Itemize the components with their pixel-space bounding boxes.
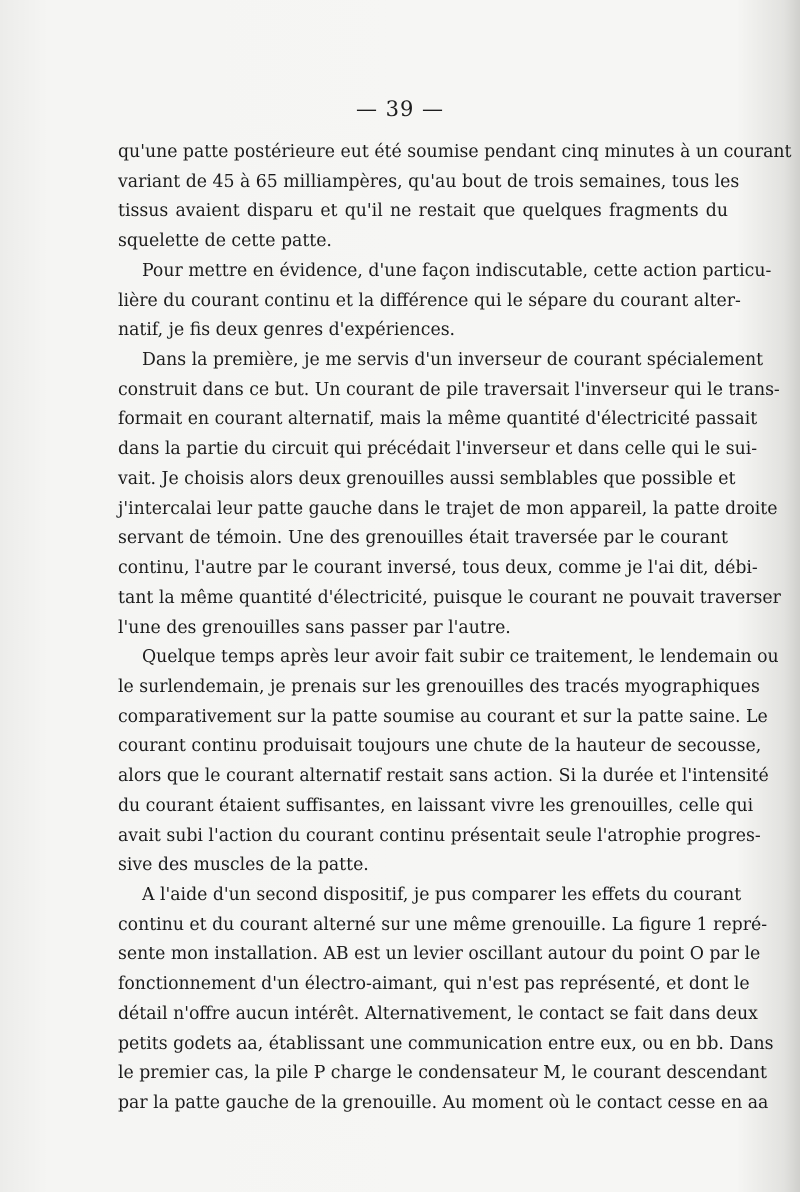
text-line: j'intercalai leur patte gauche dans le trajet de mon appareil, la patte droite (118, 498, 778, 519)
text-line: vait. Je choisis alors deux grenouilles aussi semblables que possible et (118, 468, 736, 489)
text-line: construit dans ce but. Un courant de pile traversait l'inverseur qui le trans- (118, 379, 780, 400)
text-line: formait en courant alternatif, mais la même quantité d'électricité passait (118, 409, 758, 430)
text-line: continu et du courant alterné sur une même grenouille. La figure 1 repré- (118, 914, 768, 935)
text-line: détail n'offre aucun intérêt. Alternativement, le contact se fait dans deux (118, 1003, 758, 1024)
text-line: A l'aide d'un second dispositif, je pus comparer les effets du courant (142, 884, 742, 905)
text-line: natif, je fis deux genres d'expériences. (118, 320, 456, 341)
text-line: comparativement sur la patte soumise au courant et sur la patte saine. Le (118, 706, 768, 727)
text-line: alors que le courant alternatif restait sans action. Si la durée et l'intensité (118, 766, 769, 787)
text-line: fonctionnement d'un électro-aimant, qui n'est pas représenté, et dont le (118, 974, 750, 995)
text-line: Pour mettre en évidence, d'une façon indiscutable, cette action particu- (142, 260, 772, 281)
text-line: lière du courant continu et la différence qui le sépare du courant alter- (118, 290, 741, 311)
text-line: courant continu produisait toujours une chute de la hauteur de secousse, (118, 736, 762, 757)
text-line: le premier cas, la pile P charge le condensateur M, le courant descendant (118, 1063, 767, 1084)
text-line: l'une des grenouilles sans passer par l'autre. (118, 617, 511, 638)
page-number: — 39 — (355, 97, 445, 121)
text-line: petits godets aa, établissant une communication entre eux, ou en bb. Dans (118, 1033, 774, 1054)
text-line: squelette de cette patte. (118, 231, 332, 252)
text-line: sente mon installation. AB est un levier oscillant autour du point O par le (118, 944, 761, 965)
text-line: tissus avaient disparu et qu'il ne restait que quelques fragments du (118, 201, 728, 222)
text-line: dans la partie du circuit qui précédait l'inverseur et dans celle qui le sui- (118, 439, 758, 460)
text-line: servant de témoin. Une des grenouilles était traversée par le courant (118, 528, 728, 549)
text-line: le surlendemain, je prenais sur les grenouilles des tracés myographiques (118, 676, 760, 697)
text-line: par la patte gauche de la grenouille. Au moment où le contact cesse en aa (118, 1093, 769, 1113)
text-line: tant la même quantité d'électricité, puisque le courant ne pouvait traverser (118, 587, 781, 608)
text-line: sive des muscles de la patte. (118, 855, 369, 876)
body-text (118, 138, 792, 1119)
text-line: Dans la première, je me servis d'un inverseur de courant spécialement (142, 350, 764, 371)
text-line: du courant étaient suffisantes, en laissant vivre les grenouilles, celle qui (118, 795, 754, 816)
text-line: qu'une patte postérieure eut été soumise pendant cinq minutes à un courant (118, 142, 792, 162)
text-line: continu, l'autre par le courant inversé, tous deux, comme je l'ai dit, débi- (118, 558, 758, 579)
text-line: Quelque temps après leur avoir fait subir ce traitement, le lendemain ou (142, 647, 779, 668)
text-line: avait subi l'action du courant continu présentait seule l'atrophie progres- (118, 825, 761, 846)
text-line: variant de 45 à 65 milliampères, qu'au bout de trois semaines, tous les (118, 171, 740, 192)
